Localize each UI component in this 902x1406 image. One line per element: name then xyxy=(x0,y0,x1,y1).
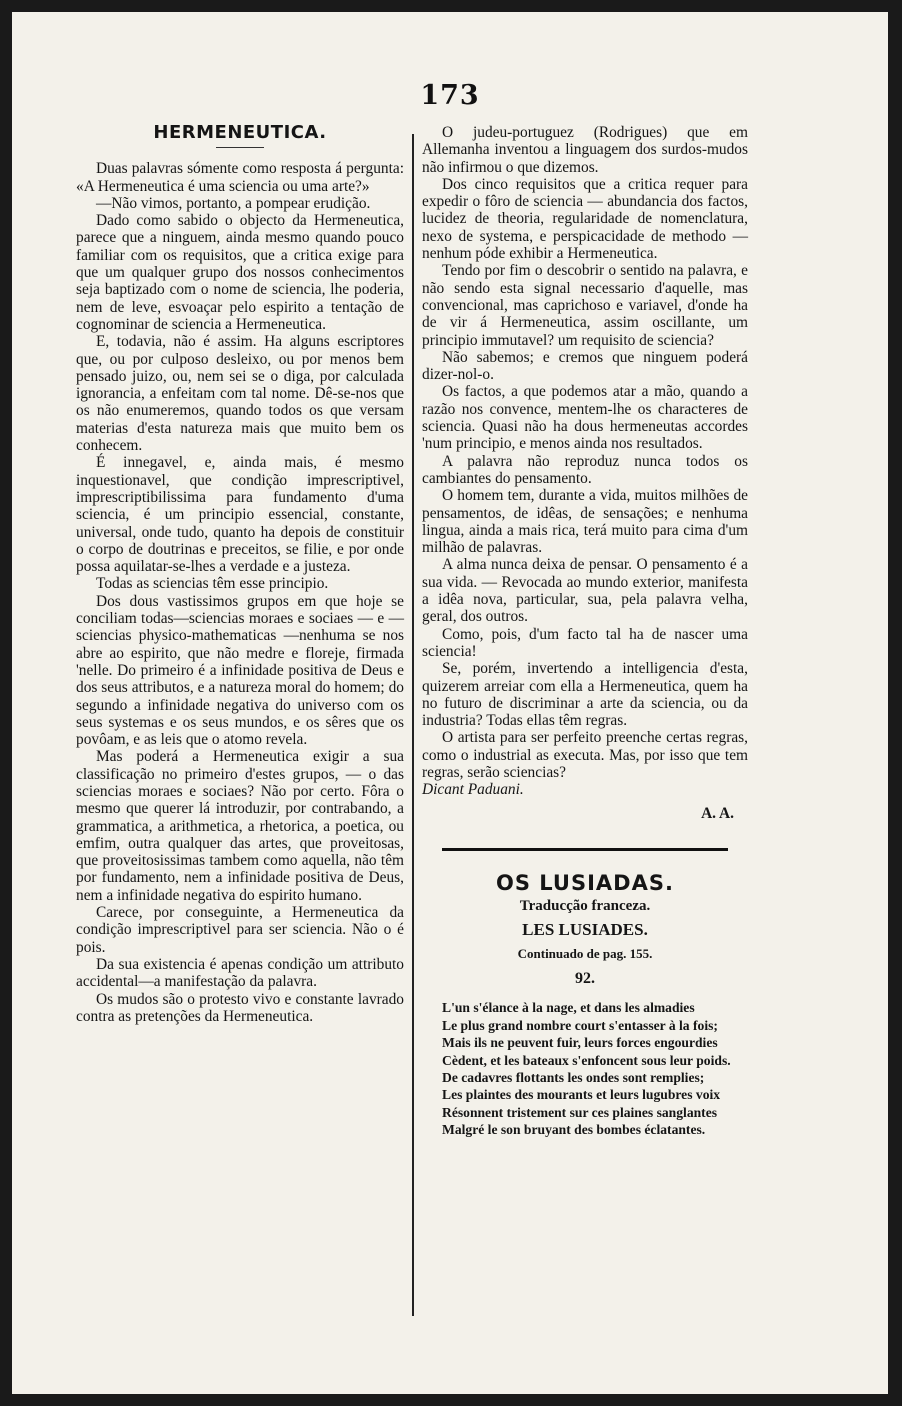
paragraph: A palavra não reproduz nunca todos os cambiantes do pensamento. xyxy=(422,452,748,487)
paragraph: Dos cinco requisitos que a critica requer para expedir o fôro de sciencia — abundancia dos factos, lucidez de theoria, regularidade de nomenclatura, nexo de systema, e perspicacidade de methodo — nenhum póde exhibir a Hermeneutica. xyxy=(422,175,748,263)
title-rule xyxy=(216,147,264,148)
section-subtitle: Traducção franceza. xyxy=(519,898,651,915)
continued-note: Continuado de pag. 155. xyxy=(517,945,653,961)
author-signature: A. A. xyxy=(701,804,734,822)
paragraph: Todas as sciencias têm esse principio. xyxy=(96,575,329,593)
paragraph: Dos dous vastissimos grupos em que hoje se conciliam todas—sciencias moraes e sociaes — e — sciencias physico-mathematicas —nenhuma se nos abre ao espirito, que não medre e floreje, firmada 'nelle. Do primeiro é a infinidade positiva de Deus e dos seus attributos, e a natureza moral do homem; do segundo a infinidade negativa do universo com os seus systemas e os seus mundos, e os sêres que os povôam, e as leis que o atomo revela. xyxy=(76,592,404,749)
paragraph: O judeu-portuguez (Rodrigues) que em Allemanha inventou a linguagem dos surdos-mudos não infirmou o que dizemos. xyxy=(422,124,748,176)
paragraph: Da sua existencia é apenas condição um attributo accidental—a manifestação da palavra. xyxy=(76,955,404,991)
page-number: 173 xyxy=(420,80,480,111)
paragraph: O homem tem, durante a vida, muitos milhões de pensamentos, de idêas, de sensações; e nenhuma lingua, ainda a mais rica, terá muito para cima d'um milhão de palavras. xyxy=(422,487,748,557)
left-column xyxy=(76,124,404,1025)
paragraph: Como, pois, d'um facto tal ha de nascer uma sciencia! xyxy=(422,625,748,660)
newspaper-page xyxy=(12,12,888,1394)
paragraph: Mas poderá a Hermeneutica exigir a sua classificação no primeiro d'estes grupos, — o das sciencias moraes e sociaes? Não por certo. Fôra o mesmo que querer lá introduzir, por contrabando, a grammatica, a arithmetica, a rhetorica, a poetica, ou emfim, outra qualquer das artes, que proveitosas, que proveitosissimas tambem como aquella, não têm por fundamento, nem a infinidade positiva de Deus, nem a infinidade negativa do espirito humano. xyxy=(76,748,404,904)
verse-line: Mais ils ne peuvent fuir, leurs forces engourdies xyxy=(442,1035,718,1051)
paragraph: Os factos, a que podemos atar a mão, quando a razão nos convence, mentem-lhe os characteres de sciencia. Quasi não ha dous hermeneutas accordes 'num principio, e menos ainda nos resultados. xyxy=(422,383,748,453)
right-column xyxy=(422,124,748,1139)
verse-line: Le plus grand nombre court s'entasser à la fois; xyxy=(442,1017,718,1033)
section-rule xyxy=(442,848,728,851)
paragraph: Não sabemos; e cremos que ninguem poderá dizer-nol-o. xyxy=(422,348,748,384)
paragraph: Tendo por fim o descobrir o sentido na palavra, e não sendo esta signal necessario d'aquelle, mas convencional, mas caprichoso e variavel, d'onde ha de vir á Hermeneutica, assim oscillante, um principio immutavel? um requisito de sciencia? xyxy=(422,262,748,349)
verse-line: L'un s'élance à la nage, et dans les almadies xyxy=(442,1000,695,1016)
verse-stanza xyxy=(442,999,748,1138)
paragraph: Se, porém, invertendo a intelligencia d'esta, quizerem arreiar com ella a Hermeneutica, quem ha no futuro de discriminar a arte da sciencia, ou da industria? Todas ellas têm regras. xyxy=(422,660,748,730)
paragraph: E, todavia, não é assim. Ha alguns escriptores que, ou por culposo desleixo, ou por menos bem pensado juizo, ou, nem sei se o diga, por calculada ignorancia, a enfeitam com tal nome. Dê-se-nos que os não enumeremos, quando todos os que versam materias d'esta natureza mais que muito bem os conhecem. xyxy=(76,333,404,455)
verse-line: Cèdent, et les bateaux s'enfoncent sous leur poids. xyxy=(442,1052,731,1068)
verse-line: Les plaintes des mourants et leurs lugubres voix xyxy=(442,1087,721,1103)
stanza-number: 92. xyxy=(575,970,595,988)
paragraph: É innegavel, e, ainda mais, é mesmo inquestionavel, que condição imprescriptivel, imprescriptibilissima para fundamento d'uma sciencia, é um principio essencial, constante, universal, onde tudo, quanto ha depois de constituir o corpo de doutrinas e preceitos, se filie, e por onde possa aquilatar-se-lhes a verdade e a justeza. xyxy=(76,454,404,576)
verse-line: Malgré le son bruyant des bombes éclatantes. xyxy=(442,1122,706,1138)
paragraph: Dado como sabido o objecto da Hermeneutica, parece que a ninguem, ainda mesmo quando pouco familiar com os requisitos, que a critica exige para que um qualquer grupo dos nossos conhecimentos seja baptizado com o nome de sciencia, lhe poderia, nem de leve, esvoaçar pelo espirito a tentação de cognominar de sciencia a Hermeneutica. xyxy=(76,212,404,333)
paragraph: Os mudos são o protesto vivo e constante lavrado contra as pretenções da Hermeneutica. xyxy=(76,990,404,1025)
paragraph: A alma nunca deixa de pensar. O pensamento é a sua vida. — Revocada ao mundo exterior, manifesta a idêa nova, particular, sua, pela palavra velha, geral, dos outros. xyxy=(422,556,748,626)
article-title: HERMENEUTICA. xyxy=(153,122,327,143)
section-title: OS LUSIADAS. xyxy=(496,870,674,895)
closing-quote: Dicant Paduani. xyxy=(422,781,524,799)
column-divider xyxy=(412,134,414,1316)
verse-line: Résonnent tristement sur ces plaines sanglantes xyxy=(442,1104,718,1120)
paragraph: O artista para ser perfeito preenche certas regras, como o industrial as executa. Mas, por isso que tem regras, serão sciencias? xyxy=(422,729,748,781)
paragraph: Carece, por conseguinte, a Hermeneutica da condição imprescriptivel para ser sciencia. Não o é pois. xyxy=(76,904,404,956)
paragraph: —Não vimos, portanto, a pompear erudição. xyxy=(96,194,371,212)
verse-line: De cadavres flottants les ondes sont remplies; xyxy=(442,1069,705,1085)
paragraph: Duas palavras sómente como resposta á pergunta: «A Hermeneutica é uma sciencia ou uma arte?» xyxy=(76,160,404,195)
section-heading: LES LUSIADES. xyxy=(522,920,648,940)
